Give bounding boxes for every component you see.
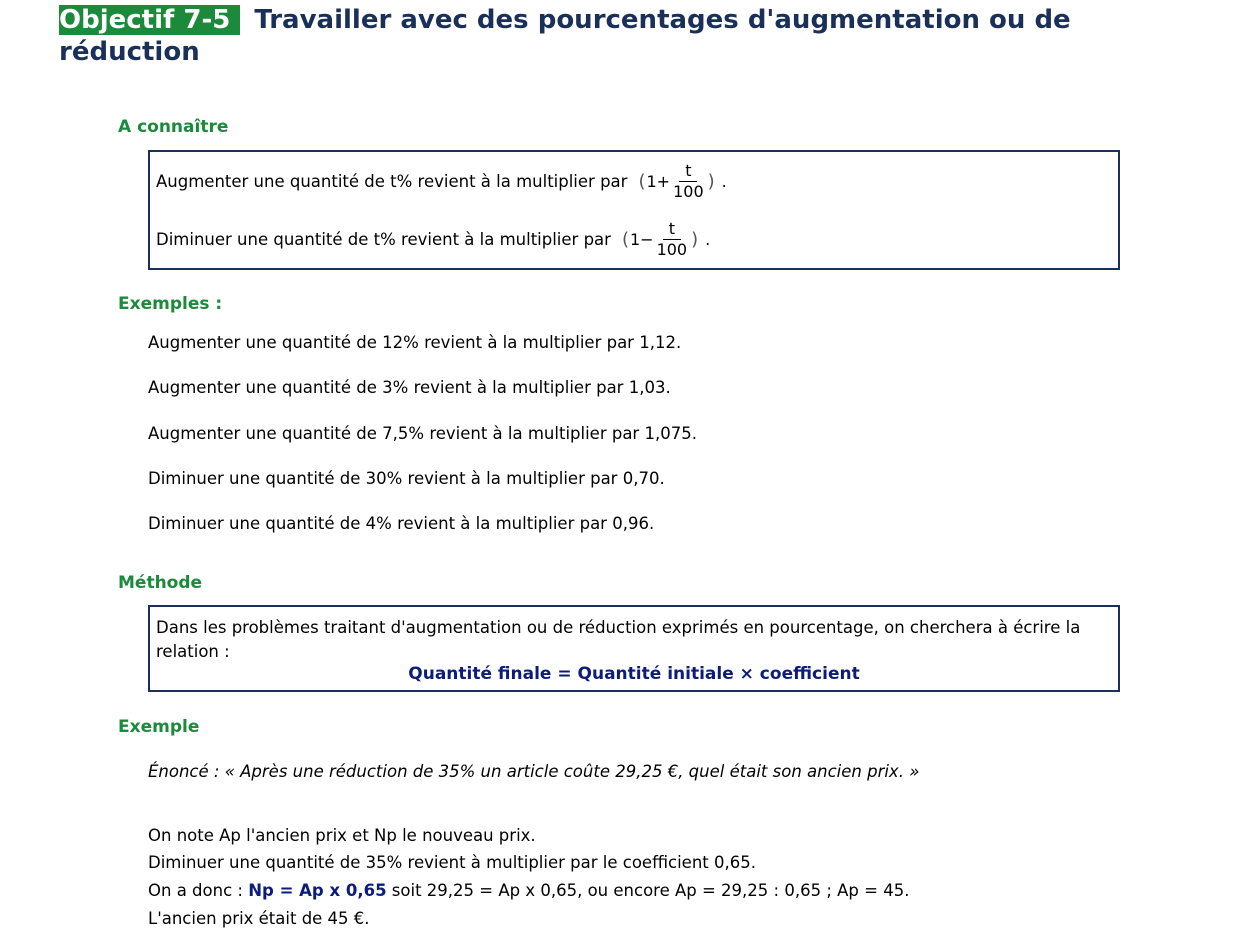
title-text: Travailler avec des pourcentages d'augmentation ou de réduction [59, 5, 1071, 67]
solution-line: Diminuer une quantité de 35% revient à multiplier par le coefficient 0,65. [148, 853, 756, 872]
solution-highlight: Np = Ap x 0,65 [248, 881, 387, 900]
solution-line [148, 881, 909, 900]
increase-formula [637, 161, 726, 202]
fraction [673, 161, 704, 202]
decrease-formula [621, 219, 710, 260]
section-heading-method: Méthode [118, 573, 203, 593]
solution-line: On note Ap l'ancien prix et Np le nouveau prix. [148, 826, 536, 845]
formula-end: . [705, 230, 711, 249]
example-item: Augmenter une quantité de 3% revient à la multiplier par 1,03. [148, 378, 671, 397]
open-paren: ( [638, 171, 646, 192]
method-text: Dans les problèmes traitant d'augmentation ou de réduction exprimés en pourcentage, on cherchera à écrire la relation : [156, 618, 1081, 661]
method-box [148, 605, 1120, 692]
section-heading-know: A connaître [118, 117, 229, 137]
rule-increase-text: Augmenter une quantité de t% revient à la multiplier par [156, 172, 628, 191]
formula-end: . [721, 172, 727, 191]
formula-sign: 1− [629, 230, 654, 249]
rule-decrease-text: Diminuer une quantité de t% revient à la multiplier par [156, 230, 611, 249]
fraction-numerator: t [663, 219, 681, 240]
problem-statement: Énoncé : « Après une réduction de 35% un article coûte 29,25 €, quel était son ancien prix. » [148, 762, 920, 781]
example-item: Augmenter une quantité de 12% revient à la multiplier par 1,12. [148, 333, 682, 352]
open-paren: ( [621, 229, 629, 250]
close-paren: ) [707, 171, 715, 192]
section-heading-examples: Exemples : [118, 294, 223, 314]
formula-sign: 1+ [646, 172, 671, 191]
rule-decrease [156, 219, 710, 260]
example-item: Augmenter une quantité de 7,5% revient à la multiplier par 1,075. [148, 424, 697, 443]
fraction-numerator: t [679, 161, 697, 182]
example-item: Diminuer une quantité de 4% revient à la multiplier par 0,96. [148, 514, 655, 533]
close-paren: ) [691, 229, 699, 250]
solution-line: L'ancien prix était de 45 €. [148, 909, 370, 928]
section-heading-example: Exemple [118, 717, 200, 737]
page-title [59, 4, 1179, 68]
objective-badge: Objectif 7-5 [59, 5, 240, 35]
rule-increase [156, 161, 727, 202]
rules-box [148, 150, 1120, 270]
method-formula: Quantité finale = Quantité initiale × coefficient [408, 664, 860, 684]
fraction-denominator: 100 [656, 240, 688, 259]
fraction-denominator: 100 [673, 182, 704, 201]
solution-text: On a donc : [148, 881, 249, 900]
fraction [657, 219, 688, 260]
example-item: Diminuer une quantité de 30% revient à la multiplier par 0,70. [148, 469, 665, 488]
solution-text: soit 29,25 = Ap x 0,65, ou encore Ap = 29,25 : 0,65 ; Ap = 45. [386, 881, 910, 900]
